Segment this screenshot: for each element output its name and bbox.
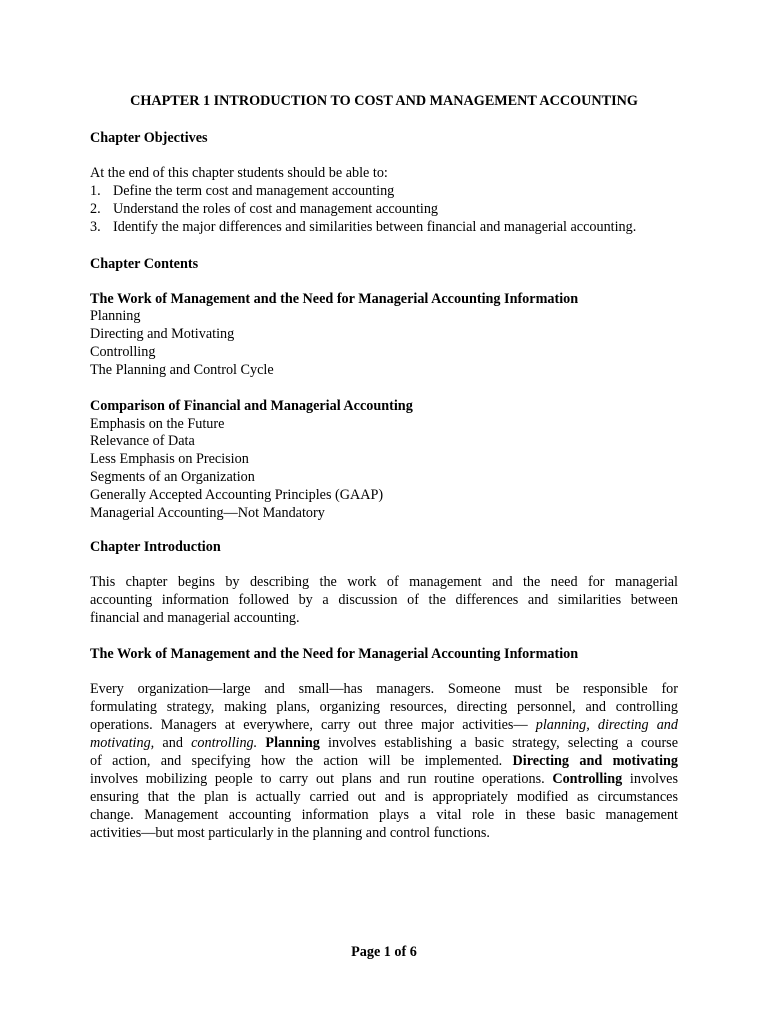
work-section-paragraph [90,680,678,842]
paragraph-line [90,716,678,734]
text-run: involves establishing a basic strategy, selecting a course [319,735,678,751]
paragraph-line: financial and managerial accounting. [90,610,300,626]
paragraph-line: formulating strategy, making plans, organizing resources, directing personnel, and controlling [90,699,678,715]
contents-item: Generally Accepted Accounting Principles (GAAP) [90,487,384,503]
text-run: involves mobilizing people to carry out plans and run routine operations. [90,771,553,787]
objective-number: 3. [90,219,101,235]
italic-run: planning, directing and [535,717,678,733]
page-number: Page 1 of 6 [351,944,417,960]
bold-run: Planning [265,735,320,751]
work-section-heading: The Work of Management and the Need for Managerial Accounting Information [90,646,579,662]
chapter-title: CHAPTER 1 INTRODUCTION TO COST AND MANAGEMENT ACCOUNTING [130,93,638,109]
contents-heading: Chapter Contents [90,256,199,272]
objective-text: Understand the roles of cost and management accounting [113,201,439,217]
contents-item: Managerial Accounting—Not Mandatory [90,505,325,521]
paragraph-line: ensuring that the plan is actually carried out and is appropriately modified as circumstances [90,789,678,805]
introduction-paragraph [90,573,678,627]
objective-item-2 [90,200,438,218]
contents-item: Controlling [90,344,156,360]
bold-run: Directing and motivating [512,753,678,769]
contents-item: Emphasis on the Future [90,416,225,432]
objectives-intro: At the end of this chapter students should be able to: [90,165,388,181]
paragraph-line: Every organization—large and small—has managers. Someone must be responsible for [90,681,678,697]
objective-item-1 [90,182,394,200]
bold-run: Controlling [552,771,623,787]
text-run: of action, and specifying how the action will be implemented. [90,753,513,769]
italic-run: controlling. [191,735,258,751]
text-run: and [154,735,192,751]
contents-item: Relevance of Data [90,433,195,449]
contents-item: Segments of an Organization [90,469,255,485]
contents-item: The Planning and Control Cycle [90,362,274,378]
contents-section2-heading: Comparison of Financial and Managerial Accounting [90,398,413,414]
paragraph-line [90,770,678,788]
paragraph-line: activities—but most particularly in the planning and control functions. [90,825,490,841]
objective-text: Identify the major differences and similarities between financial and managerial accounting. [113,219,637,235]
paragraph-line: This chapter begins by describing the work of management and the need for managerial [90,574,678,590]
paragraph-line [90,752,678,770]
objectives-heading: Chapter Objectives [90,130,208,146]
italic-run: motivating, [90,735,155,751]
paragraph-line [90,734,678,752]
text-run: involves [622,771,678,787]
paragraph-line: accounting information followed by a discussion of the differences and similarities between [90,592,678,608]
contents-item: Planning [90,308,141,324]
contents-item: Directing and Motivating [90,326,235,342]
introduction-heading: Chapter Introduction [90,539,221,555]
contents-section1-heading: The Work of Management and the Need for Managerial Accounting Information [90,291,579,307]
contents-item: Less Emphasis on Precision [90,451,249,467]
objective-number: 2. [90,201,101,217]
objective-number: 1. [90,183,101,199]
objective-item-3 [90,218,636,236]
paragraph-line: change. Management accounting information plays a vital role in these basic management [90,807,678,823]
text-run: operations. Managers at everywhere, carry out three major activities— [90,717,536,733]
objective-text: Define the term cost and management accounting [113,183,395,199]
